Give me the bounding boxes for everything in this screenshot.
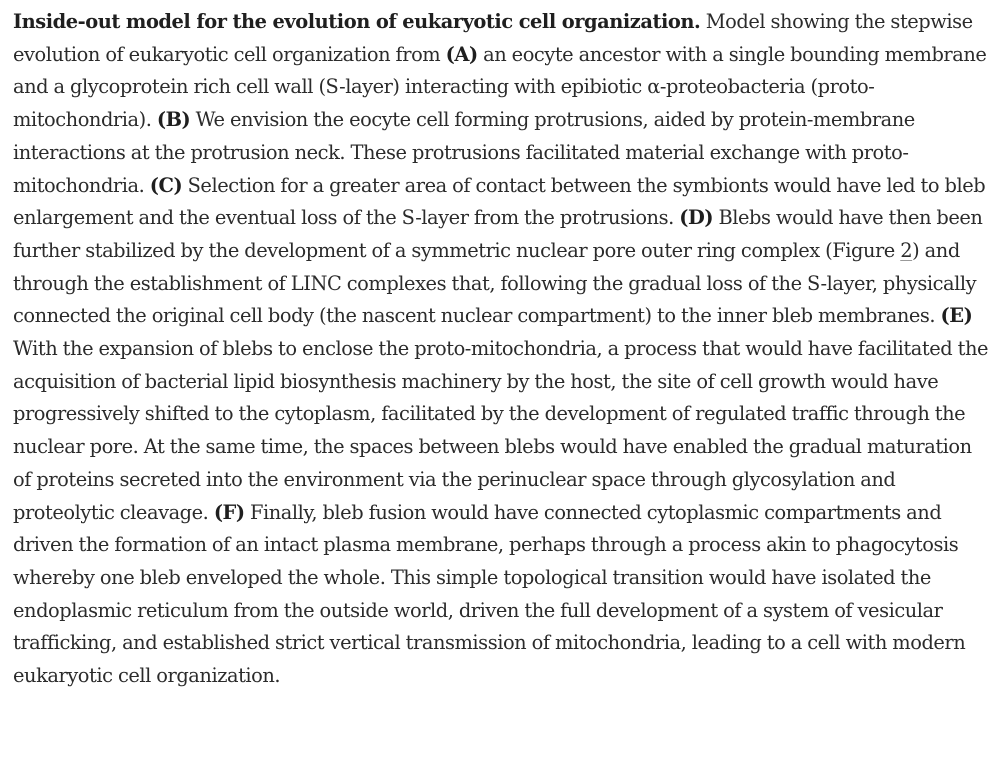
panel-label-e: (E) bbox=[940, 304, 973, 328]
panel-text-b: We envision the eocyte cell forming protrusions, aided by protein-membrane interactions at the protrusion neck. These protrusions facilitated material exchange with proto-mitochondria. bbox=[13, 108, 915, 197]
caption-intro: Model showing the stepwise evolution of eukaryotic cell organization from bbox=[13, 10, 973, 66]
panel-label-c: (C) bbox=[149, 173, 183, 197]
caption-title: Inside-out model for the evolution of eukaryotic cell organization. bbox=[13, 10, 701, 33]
figure-caption bbox=[13, 6, 988, 693]
panel-text-e: With the expansion of blebs to enclose the proto-mitochondria, a process that would have facilitated the acquisition of bacterial lipid biosynthesis machinery by the host, the site of cell growth would have progressively shifted to the cytoplasm, facilitated by the development of regulated traffic through the nuclear pore. At the same time, the spaces between blebs would have enabled the gradual maturation of proteins secreted into the environment via the perinuclear space through glycosylation and proteolytic cleavage. bbox=[13, 337, 989, 524]
panel-label-f: (F) bbox=[213, 500, 245, 524]
panel-label-b: (B) bbox=[156, 108, 191, 132]
panel-text-d-part2: ) and through the establishment of LINC complexes that, following the gradual loss of the S-layer, physically connected the original cell body (the nascent nuclear compartment) to the inner bleb membranes. bbox=[13, 238, 977, 328]
panel-label-d: (D) bbox=[679, 206, 714, 230]
panel-text-d-part1: Blebs would have then been further stabilized by the development of a symmetric nuclear pore outer ring complex (Figure bbox=[13, 206, 983, 262]
panel-text-c: Selection for a greater area of contact between the symbionts would have led to bleb enlargement and the eventual loss of the S-layer from the protrusions. bbox=[13, 173, 986, 230]
panel-text-a: an eocyte ancestor with a single bounding membrane and a glycoprotein rich cell wall (S-layer) interacting with epibiotic α-proteobacteria (proto-mitochondria). bbox=[13, 42, 987, 132]
figure-2-link[interactable]: 2 bbox=[900, 238, 913, 262]
panel-text-f: Finally, bleb fusion would have connected cytoplasmic compartments and driven the formation of an intact plasma membrane, perhaps through a process akin to phagocytosis whereby one bleb enveloped the whole. This simple topological transition would have isolated the endoplasmic reticulum from the outside world, driven the full development of a system of vesicular trafficking, and established strict vertical transmission of mitochondria, leading to a cell with modern eukaryotic cell organization. bbox=[13, 500, 966, 688]
panel-label-a: (A) bbox=[445, 42, 478, 66]
